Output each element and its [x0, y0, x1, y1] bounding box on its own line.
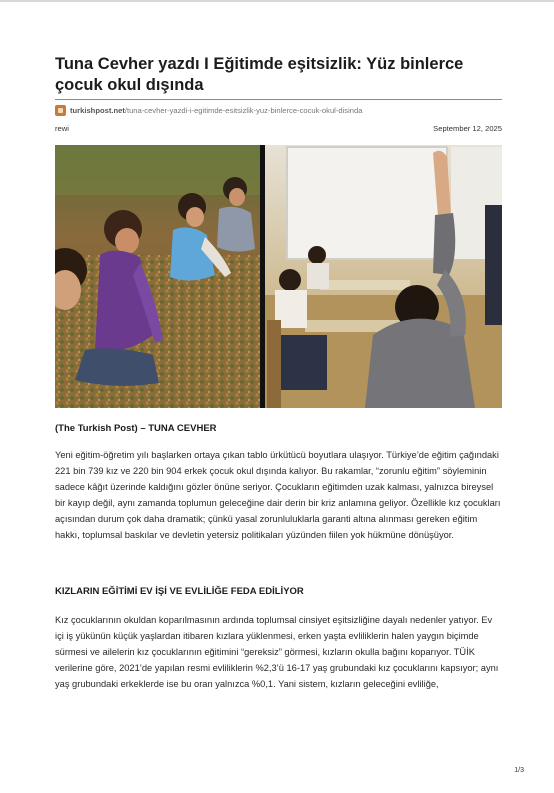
author-tag: rewi [55, 124, 69, 133]
page-number: 1/3 [514, 767, 524, 774]
hero-image-left [55, 145, 260, 408]
site-favicon-icon [55, 105, 66, 116]
paragraph-1: Yeni eğitim-öğretim yılı başlarken ortaya çıkan tablo ürkütücü boyutlara ulaşıyor. Türkiye’de eğitim çağındaki 221 bin 739 kız ve 220 bin 904 erkek çocuk okul dışında kalıyor. Bu rakamlar, “zorunlu eğitim” söyleminin sadece kâğıt üzerinde kaldığını gözler önüne seriyor. Çocukların eğitimden uzak kalması, yalnızca bireysel bir kayıp değil, aynı zamanda toplumun geleceğine dair derin bir kriz anlamına geliyor. Özellikle kız çocukları açısından durum çok daha dramatik; çünkü yasal zorunluluklarla garanti altına alınması gereken eğitim hakkı, toplumsal baskılar ve devletin yetersiz politikaları yüzünden fiilen yok hükmüne dönüşüyor. [55, 450, 501, 540]
top-border [0, 0, 554, 2]
source-link[interactable] [55, 104, 502, 118]
publish-date: September 12, 2025 [433, 124, 502, 133]
article-meta [55, 124, 502, 133]
paragraph-2: Kız çocuklarının okuldan koparılmasının ardında toplumsal cinsiyet eşitsizliğine dayalı nedenler yatıyor. Ev içi iş yükünün küçük yaşlardan itibaren kızlara yüklenmesi, erken yaşta evliliklerin halen yaygın biçimde sürmesi ve ailelerin kız çocuklarının eğitimini “gereksiz” görmesi, kızların okulla bağını koparıyor. TÜİK verilerine göre, 2021’de yapılan resmi evliliklerin %2,3’ü 16-17 yaş grubundaki kız çocuklarını kapsıyor; aynı yaş grubundaki erkeklerde ise bu oran yalnızca %0,1. Yani sistem, kızların geleceğini evliliğe, [55, 615, 499, 689]
source-path: /tuna-cevher-yazdi-i-egitimde-esitsizlik-yuz-binlerce-cocuk-okul-disinda [124, 106, 363, 115]
source-domain: turkishpost.net [70, 106, 125, 115]
article-title: Tuna Cevher yazdı I Eğitimde eşitsizlik: Yüz binlerce çocuk okul dışında [55, 55, 464, 94]
hero-image-right [265, 145, 502, 408]
hero-image [55, 145, 502, 408]
article-lead: (The Turkish Post) – TUNA CEVHER [55, 423, 217, 434]
section-heading: KIZLARIN EĞİTİMİ EV İŞİ VE EVLİLİĞE FEDA EDİLİYOR [55, 586, 304, 597]
title-divider [55, 99, 502, 100]
